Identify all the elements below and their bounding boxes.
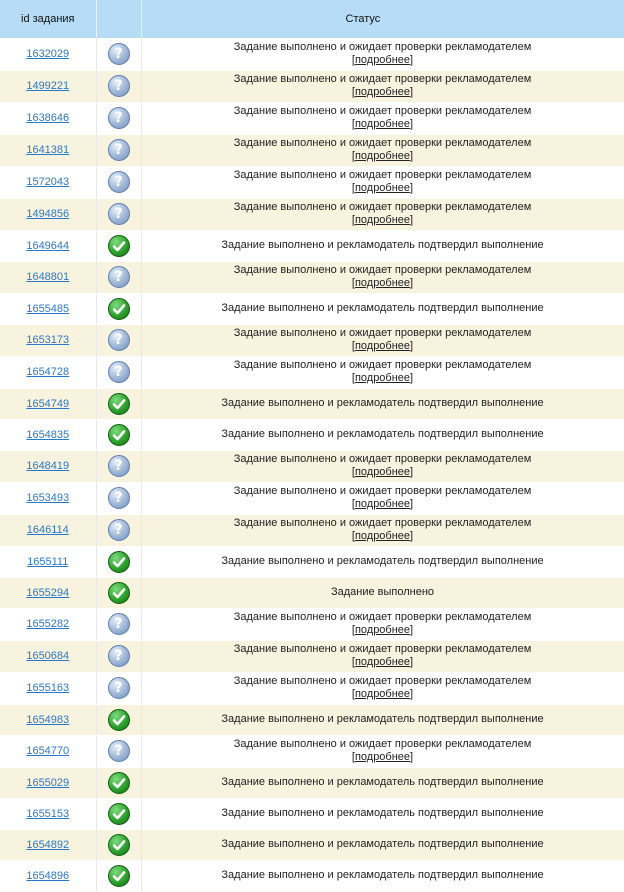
status-text: Задание выполнено и ожидает проверки рекламодателем xyxy=(233,327,532,339)
status-icon-cell xyxy=(96,293,141,324)
details-link[interactable]: подробнее xyxy=(354,624,411,636)
status-cell xyxy=(141,514,624,546)
status-cell xyxy=(141,198,624,230)
task-id-cell xyxy=(0,419,96,450)
table-row xyxy=(0,577,624,608)
status-cell xyxy=(141,767,624,798)
question-icon: ? xyxy=(108,487,130,509)
table-row xyxy=(0,70,624,102)
status-text: Задание выполнено и ожидает проверки рекламодателем xyxy=(233,201,532,213)
details-wrapper: [подробнее] xyxy=(351,656,414,668)
task-id-link[interactable]: 1655485 xyxy=(26,302,70,315)
task-id-link[interactable]: 1655282 xyxy=(26,618,70,630)
table-row xyxy=(0,860,624,891)
task-id-cell xyxy=(0,514,96,546)
details-link[interactable]: подробнее xyxy=(354,688,411,700)
table-row xyxy=(0,640,624,672)
question-icon: ? xyxy=(108,107,130,129)
status-icon-cell xyxy=(96,482,141,514)
question-icon: ? xyxy=(108,43,130,65)
table-row xyxy=(0,198,624,230)
status-text: Задание выполнено и ожидает проверки рекламодателем xyxy=(233,611,532,623)
status-icon-cell xyxy=(96,324,141,356)
task-id-cell xyxy=(0,640,96,672)
checkmark-icon xyxy=(108,582,130,604)
status-cell xyxy=(141,293,624,324)
status-text: Задание выполнено и ожидает проверки рекламодателем xyxy=(233,485,532,497)
status-text: Задание выполнено и ожидает проверки рекламодателем xyxy=(233,73,532,85)
table-body xyxy=(0,38,624,891)
status-text: Задание выполнено и ожидает проверки рекламодателем xyxy=(233,738,532,750)
details-link[interactable]: подробнее xyxy=(354,150,411,162)
task-id-cell xyxy=(0,546,96,577)
task-id-cell xyxy=(0,577,96,608)
status-cell xyxy=(141,38,624,70)
task-id-cell xyxy=(0,798,96,829)
task-id-link[interactable]: 1572043 xyxy=(26,176,70,188)
status-text: Задание выполнено и рекламодатель подтвердил выполнение xyxy=(221,713,544,725)
status-cell xyxy=(141,608,624,640)
status-cell xyxy=(141,798,624,829)
task-id-link[interactable]: 1655111 xyxy=(27,555,69,568)
checkmark-icon xyxy=(108,834,130,856)
status-cell xyxy=(141,672,624,704)
status-icon-cell xyxy=(96,102,141,134)
question-icon: ? xyxy=(108,329,130,351)
details-link[interactable]: подробнее xyxy=(354,372,411,384)
table-row xyxy=(0,672,624,704)
status-text: Задание выполнено и рекламодатель подтвердил выполнение xyxy=(221,555,544,567)
status-cell xyxy=(141,577,624,608)
task-id-cell xyxy=(0,388,96,419)
status-cell xyxy=(141,482,624,514)
details-link[interactable]: подробнее xyxy=(354,656,411,668)
details-wrapper: [подробнее] xyxy=(351,372,414,384)
column-header-id[interactable]: id задания xyxy=(0,0,96,38)
question-icon: ? xyxy=(108,361,130,383)
details-wrapper: [подробнее] xyxy=(351,277,414,289)
question-icon: ? xyxy=(108,613,130,635)
checkmark-icon xyxy=(108,551,130,573)
status-cell xyxy=(141,419,624,450)
table-row xyxy=(0,419,624,450)
details-wrapper: [подробнее] xyxy=(351,214,414,226)
task-id-cell xyxy=(0,829,96,860)
table-row xyxy=(0,829,624,860)
status-cell xyxy=(141,388,624,419)
task-id-link[interactable]: 1648801 xyxy=(26,271,70,283)
status-icon-cell xyxy=(96,38,141,70)
table-row xyxy=(0,388,624,419)
status-cell xyxy=(141,230,624,261)
status-text: Задание выполнено и рекламодатель подтвердил выполнение xyxy=(221,302,544,314)
task-id-link[interactable]: 1655153 xyxy=(26,807,70,820)
task-id-cell xyxy=(0,324,96,356)
status-text: Задание выполнено и ожидает проверки рекламодателем xyxy=(233,359,532,371)
status-icon-cell xyxy=(96,356,141,388)
status-text: Задание выполнено и ожидает проверки рекламодателем xyxy=(233,264,532,276)
details-wrapper: [подробнее] xyxy=(351,688,414,700)
table-row xyxy=(0,166,624,198)
status-icon-cell xyxy=(96,419,141,450)
details-wrapper: [подробнее] xyxy=(351,86,414,98)
task-id-cell xyxy=(0,293,96,324)
status-icon-cell xyxy=(96,198,141,230)
status-icon-cell xyxy=(96,166,141,198)
status-icon-cell xyxy=(96,829,141,860)
table-row xyxy=(0,38,624,70)
details-link[interactable]: подробнее xyxy=(354,277,411,289)
details-wrapper: [подробнее] xyxy=(351,118,414,130)
task-id-link[interactable]: 1654770 xyxy=(26,745,70,757)
status-cell xyxy=(141,860,624,891)
question-icon: ? xyxy=(108,519,130,541)
task-id-link[interactable]: 1653493 xyxy=(26,492,70,504)
task-id-cell xyxy=(0,356,96,388)
details-link[interactable]: подробнее xyxy=(354,53,411,66)
details-link[interactable]: подробнее xyxy=(354,214,411,226)
task-id-cell xyxy=(0,134,96,166)
task-id-cell xyxy=(0,860,96,891)
task-id-cell xyxy=(0,261,96,293)
checkmark-icon xyxy=(108,298,130,320)
table-row xyxy=(0,735,624,767)
question-icon: ? xyxy=(108,266,130,288)
status-icon-cell xyxy=(96,640,141,672)
checkmark-icon xyxy=(108,772,130,794)
status-icon-cell xyxy=(96,672,141,704)
table-row xyxy=(0,356,624,388)
question-icon: ? xyxy=(108,75,130,97)
status-text: Задание выполнено и ожидает проверки рекламодателем xyxy=(233,105,532,117)
task-id-link[interactable]: 1638646 xyxy=(26,112,70,124)
task-id-cell xyxy=(0,450,96,482)
table-row xyxy=(0,704,624,735)
status-text: Задание выполнено и ожидает проверки рекламодателем xyxy=(233,40,532,53)
task-id-cell xyxy=(0,704,96,735)
status-cell xyxy=(141,166,624,198)
task-id-link[interactable]: 1653173 xyxy=(26,334,70,346)
status-icon-cell xyxy=(96,767,141,798)
status-cell xyxy=(141,704,624,735)
status-text: Задание выполнено xyxy=(330,586,435,598)
task-id-link[interactable]: 1655163 xyxy=(26,682,70,694)
task-id-link[interactable]: 1632029 xyxy=(26,47,70,60)
task-id-link[interactable]: 1654892 xyxy=(26,838,70,851)
details-wrapper: [подробнее] xyxy=(351,498,414,510)
status-icon-cell xyxy=(96,860,141,891)
task-id-cell xyxy=(0,482,96,514)
details-link[interactable]: подробнее xyxy=(354,340,411,352)
details-link[interactable]: подробнее xyxy=(354,466,411,478)
task-id-cell xyxy=(0,672,96,704)
question-icon: ? xyxy=(108,203,130,225)
table-row xyxy=(0,798,624,829)
task-id-cell xyxy=(0,230,96,261)
status-icon-cell xyxy=(96,261,141,293)
table-row xyxy=(0,293,624,324)
status-icon-cell xyxy=(96,450,141,482)
details-link[interactable]: подробнее xyxy=(354,86,411,98)
status-cell xyxy=(141,450,624,482)
task-id-link[interactable]: 1654749 xyxy=(26,397,70,410)
status-cell xyxy=(141,102,624,134)
question-icon: ? xyxy=(108,740,130,762)
checkmark-icon xyxy=(108,235,130,257)
table-row xyxy=(0,230,624,261)
status-cell xyxy=(141,134,624,166)
status-cell xyxy=(141,70,624,102)
status-cell xyxy=(141,735,624,767)
status-text: Задание выполнено и рекламодатель подтвердил выполнение xyxy=(221,807,544,819)
table-row xyxy=(0,261,624,293)
status-icon-cell xyxy=(96,735,141,767)
status-icon-cell xyxy=(96,514,141,546)
column-header-status[interactable]: Статус xyxy=(141,0,624,38)
details-wrapper: [подробнее] xyxy=(351,530,414,542)
table-row xyxy=(0,767,624,798)
task-id-cell xyxy=(0,198,96,230)
question-icon: ? xyxy=(108,677,130,699)
task-id-cell xyxy=(0,70,96,102)
question-icon: ? xyxy=(108,645,130,667)
task-id-link[interactable]: 1654835 xyxy=(26,428,70,441)
status-text: Задание выполнено и ожидает проверки рекламодателем xyxy=(233,643,532,655)
task-id-link[interactable]: 1641381 xyxy=(26,144,70,156)
status-icon-cell xyxy=(96,70,141,102)
status-cell xyxy=(141,324,624,356)
status-icon-cell xyxy=(96,134,141,166)
details-link[interactable]: подробнее xyxy=(354,530,411,542)
task-id-link[interactable]: 1649644 xyxy=(26,239,70,252)
details-wrapper: [подробнее] xyxy=(351,150,414,162)
task-id-link[interactable]: 1654728 xyxy=(26,366,70,378)
table-row xyxy=(0,324,624,356)
task-id-link[interactable]: 1646114 xyxy=(26,524,69,536)
task-id-link[interactable]: 1648419 xyxy=(26,460,70,472)
status-text: Задание выполнено и ожидает проверки рекламодателем xyxy=(233,137,532,149)
task-id-link[interactable]: 1655029 xyxy=(26,776,70,789)
status-text: Задание выполнено и ожидает проверки рекламодателем xyxy=(233,675,532,687)
question-icon: ? xyxy=(108,139,130,161)
task-id-cell xyxy=(0,102,96,134)
task-id-link[interactable]: 1499221 xyxy=(26,80,70,92)
status-icon-cell xyxy=(96,230,141,261)
table-row xyxy=(0,608,624,640)
table-row xyxy=(0,450,624,482)
column-header-icon xyxy=(96,0,141,38)
status-cell xyxy=(141,356,624,388)
status-icon-cell xyxy=(96,798,141,829)
task-id-link[interactable]: 1650684 xyxy=(26,650,70,662)
details-wrapper: [подробнее] xyxy=(351,182,414,194)
task-id-cell xyxy=(0,608,96,640)
status-text: Задание выполнено и рекламодатель подтвердил выполнение xyxy=(221,838,544,850)
task-id-cell xyxy=(0,38,96,70)
checkmark-icon xyxy=(108,803,130,825)
status-text: Задание выполнено и ожидает проверки рекламодателем xyxy=(233,517,532,529)
table-row xyxy=(0,102,624,134)
status-text: Задание выполнено и ожидает проверки рекламодателем xyxy=(233,453,532,465)
status-text: Задание выполнено и рекламодатель подтвердил выполнение xyxy=(221,397,544,409)
details-wrapper: [подробнее] xyxy=(351,340,414,352)
task-id-link[interactable]: 1654896 xyxy=(26,869,70,882)
status-text: Задание выполнено и рекламодатель подтвердил выполнение xyxy=(221,428,544,440)
task-id-cell xyxy=(0,735,96,767)
details-link[interactable]: подробнее xyxy=(354,118,411,130)
table-row xyxy=(0,546,624,577)
status-cell xyxy=(141,640,624,672)
question-icon: ? xyxy=(108,455,130,477)
status-text: Задание выполнено и рекламодатель подтвердил выполнение xyxy=(221,776,544,788)
task-id-link[interactable]: 1655294 xyxy=(26,586,70,599)
status-icon-cell xyxy=(96,704,141,735)
table-row xyxy=(0,134,624,166)
checkmark-icon xyxy=(108,865,130,887)
table-row xyxy=(0,514,624,546)
status-text: Задание выполнено и ожидает проверки рекламодателем xyxy=(233,169,532,181)
details-wrapper: [подробнее] xyxy=(351,466,414,478)
task-id-link[interactable]: 1654983 xyxy=(26,713,70,726)
checkmark-icon xyxy=(108,393,130,415)
status-icon-cell xyxy=(96,546,141,577)
status-icon-cell xyxy=(96,608,141,640)
table-row xyxy=(0,482,624,514)
task-id-link[interactable]: 1494856 xyxy=(26,208,70,220)
table-header-row xyxy=(0,0,624,38)
details-wrapper: [подробнее] xyxy=(351,751,414,763)
status-icon-cell xyxy=(96,577,141,608)
details-wrapper: [подробнее] xyxy=(351,53,414,66)
status-text: Задание выполнено и рекламодатель подтвердил выполнение xyxy=(221,239,544,251)
status-cell xyxy=(141,546,624,577)
checkmark-icon xyxy=(108,709,130,731)
task-id-cell xyxy=(0,166,96,198)
question-icon: ? xyxy=(108,171,130,193)
status-icon-cell xyxy=(96,388,141,419)
task-id-cell xyxy=(0,767,96,798)
status-cell xyxy=(141,829,624,860)
details-link[interactable]: подробнее xyxy=(354,498,411,510)
status-cell xyxy=(141,261,624,293)
details-link[interactable]: подробнее xyxy=(354,182,411,194)
status-text: Задание выполнено и рекламодатель подтвердил выполнение xyxy=(221,869,544,881)
checkmark-icon xyxy=(108,424,130,446)
details-wrapper: [подробнее] xyxy=(351,624,414,636)
details-link[interactable]: подробнее xyxy=(354,751,411,763)
